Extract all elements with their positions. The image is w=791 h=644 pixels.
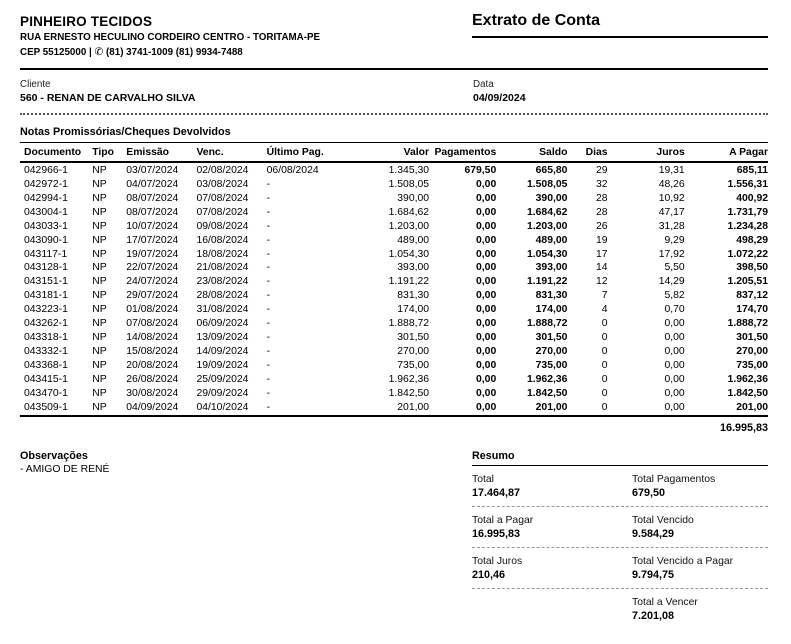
cell-ultimo_pag: - xyxy=(266,360,271,372)
cell-documento: 043151-1 xyxy=(24,276,68,288)
resumo-label: Total Vencido xyxy=(632,514,694,526)
column-header-a_pagar: A Pagar xyxy=(685,143,768,162)
company-phone-line xyxy=(20,46,768,58)
resumo-label: Total Juros xyxy=(472,555,523,567)
cell-a_pagar: 837,12 xyxy=(736,290,768,302)
cell-juros: 9,29 xyxy=(664,234,685,246)
resumo-label: Total Vencido a Pagar xyxy=(632,555,734,567)
table-row xyxy=(20,205,768,219)
cell-valor: 1.345,30 xyxy=(388,164,430,176)
cell-ultimo_pag: - xyxy=(266,178,271,190)
cell-saldo: 201,00 xyxy=(535,402,568,414)
table-row xyxy=(20,387,768,401)
cell-venc: 03/08/2024 xyxy=(196,178,249,190)
cell-documento: 043509-1 xyxy=(24,402,68,414)
cell-valor: 1.508,05 xyxy=(388,178,430,190)
table-row xyxy=(20,359,768,373)
cell-pagamentos: 0,00 xyxy=(476,346,497,358)
cell-emissao: 22/07/2024 xyxy=(126,262,179,274)
table-row xyxy=(20,247,768,261)
observacoes-title: Observações xyxy=(20,449,88,462)
cell-saldo: 1.684,62 xyxy=(526,206,568,218)
cell-documento: 043128-1 xyxy=(24,262,68,274)
cell-pagamentos: 0,00 xyxy=(476,374,497,386)
column-header-venc: Venc. xyxy=(196,143,266,162)
cell-venc: 18/08/2024 xyxy=(196,248,249,260)
cell-tipo: NP xyxy=(92,360,107,372)
notes-table xyxy=(20,143,768,417)
cell-dias: 0 xyxy=(601,318,608,330)
cell-ultimo_pag: - xyxy=(266,276,271,288)
table-header xyxy=(20,143,768,162)
page-title: Extrato de Conta xyxy=(472,12,768,38)
cell-ultimo_pag: - xyxy=(266,290,271,302)
cell-venc: 09/08/2024 xyxy=(196,220,249,232)
cell-emissao: 17/07/2024 xyxy=(126,234,179,246)
company-cep: CEP 55125000 | xyxy=(20,47,92,58)
cell-saldo: 665,80 xyxy=(535,164,568,176)
table-row xyxy=(20,303,768,317)
cell-tipo: NP xyxy=(92,276,107,288)
column-header-emissao: Emissão xyxy=(126,143,196,162)
resumo-cell-total xyxy=(472,474,632,499)
resumo-value: 679,50 xyxy=(632,486,666,499)
table-header-row xyxy=(20,143,768,162)
cell-a_pagar: 1.842,50 xyxy=(727,388,768,400)
cell-juros: 0,00 xyxy=(664,360,685,372)
table-row xyxy=(20,289,768,303)
table-row xyxy=(20,317,768,331)
cell-valor: 390,00 xyxy=(397,192,430,204)
cell-dias: 32 xyxy=(595,178,608,190)
cell-venc: 06/09/2024 xyxy=(196,318,249,330)
cell-tipo: NP xyxy=(92,248,107,260)
cell-ultimo_pag: - xyxy=(266,388,271,400)
cell-ultimo_pag: - xyxy=(266,220,271,232)
cell-tipo: NP xyxy=(92,290,107,302)
cell-ultimo_pag: - xyxy=(266,234,271,246)
cell-a_pagar: 301,50 xyxy=(736,332,768,344)
date-label: Data xyxy=(473,79,494,90)
cell-juros: 17,92 xyxy=(658,248,685,260)
cell-juros: 0,70 xyxy=(664,304,685,316)
cell-pagamentos: 0,00 xyxy=(476,304,497,316)
table-row xyxy=(20,219,768,233)
table-row xyxy=(20,233,768,247)
resumo-block xyxy=(472,450,768,629)
cell-valor: 393,00 xyxy=(397,262,430,274)
resumo-title: Resumo xyxy=(472,450,768,466)
resumo-cell-total-a-pagar xyxy=(472,515,632,540)
resumo-value: 7.201,08 xyxy=(632,609,675,622)
cell-dias: 17 xyxy=(595,248,608,260)
cell-venc: 19/09/2024 xyxy=(196,360,249,372)
resumo-value: 210,46 xyxy=(472,568,506,581)
resumo-row xyxy=(472,548,768,589)
cell-tipo: NP xyxy=(92,178,107,190)
cell-emissao: 07/08/2024 xyxy=(126,318,179,330)
resumo-row xyxy=(472,507,768,548)
cell-a_pagar: 1.234,28 xyxy=(727,220,768,232)
resumo-value: 17.464,87 xyxy=(472,486,521,499)
cell-a_pagar: 735,00 xyxy=(736,360,768,372)
cell-saldo: 174,00 xyxy=(535,304,568,316)
cell-tipo: NP xyxy=(92,220,107,232)
cell-documento: 043415-1 xyxy=(24,374,68,386)
cell-juros: 47,17 xyxy=(658,206,685,218)
company-address: RUA ERNESTO HECULINO CORDEIRO CENTRO - TORITAMA-PE xyxy=(20,32,321,43)
cell-valor: 1.888,72 xyxy=(388,318,430,330)
client-block xyxy=(20,79,473,104)
cell-juros: 48,26 xyxy=(658,178,685,190)
bottom-section xyxy=(20,450,768,629)
cell-venc: 23/08/2024 xyxy=(196,276,249,288)
cell-emissao: 08/07/2024 xyxy=(126,192,179,204)
cell-emissao: 24/07/2024 xyxy=(126,276,179,288)
cell-juros: 5,82 xyxy=(664,290,685,302)
client-date-row xyxy=(20,70,768,104)
cell-saldo: 1.203,00 xyxy=(526,220,568,232)
resumo-label: Total xyxy=(472,473,494,485)
cell-documento: 043223-1 xyxy=(24,304,68,316)
cell-venc: 25/09/2024 xyxy=(196,374,249,386)
cell-valor: 735,00 xyxy=(397,360,430,372)
resumo-value: 9.794,75 xyxy=(632,568,675,581)
cell-dias: 12 xyxy=(595,276,608,288)
table-row xyxy=(20,261,768,275)
section-title: Notas Promissórias/Cheques Devolvidos xyxy=(20,126,768,143)
cell-saldo: 735,00 xyxy=(535,360,568,372)
cell-emissao: 10/07/2024 xyxy=(126,220,179,232)
cell-pagamentos: 0,00 xyxy=(476,318,497,330)
cell-juros: 14,29 xyxy=(658,276,685,288)
cell-dias: 28 xyxy=(595,206,608,218)
cell-a_pagar: 498,29 xyxy=(736,234,768,246)
resumo-cell-total-a-vencer xyxy=(632,597,768,622)
cell-documento: 043004-1 xyxy=(24,206,68,218)
cell-emissao: 26/08/2024 xyxy=(126,374,179,386)
cell-valor: 201,00 xyxy=(397,402,430,414)
cell-pagamentos: 0,00 xyxy=(476,220,497,232)
cell-documento: 042994-1 xyxy=(24,192,68,204)
cell-ultimo_pag: - xyxy=(266,374,271,386)
resumo-label: Total Pagamentos xyxy=(632,473,716,485)
cell-tipo: NP xyxy=(92,304,107,316)
cell-a_pagar: 270,00 xyxy=(736,346,768,358)
cell-documento: 043117-1 xyxy=(24,248,68,260)
cell-valor: 1.684,62 xyxy=(388,206,430,218)
cell-a_pagar: 685,11 xyxy=(736,164,768,176)
resumo-cell-total-vencido-a-pagar xyxy=(632,556,768,581)
cell-saldo: 489,00 xyxy=(535,234,568,246)
cell-juros: 31,28 xyxy=(658,220,685,232)
cell-documento: 043332-1 xyxy=(24,346,68,358)
cell-documento: 042972-1 xyxy=(24,178,68,190)
cell-emissao: 30/08/2024 xyxy=(126,388,179,400)
cell-a_pagar: 1.072,22 xyxy=(727,248,768,260)
phone-icon: ✆ xyxy=(94,46,104,58)
company-name: PINHEIRO TECIDOS xyxy=(20,14,153,29)
cell-ultimo_pag: - xyxy=(266,304,271,316)
cell-juros: 0,00 xyxy=(664,402,685,414)
cell-venc: 31/08/2024 xyxy=(196,304,249,316)
cell-tipo: NP xyxy=(92,346,107,358)
cell-emissao: 01/08/2024 xyxy=(126,304,179,316)
cell-valor: 174,00 xyxy=(397,304,430,316)
cell-valor: 1.842,50 xyxy=(388,388,430,400)
cell-tipo: NP xyxy=(92,332,107,344)
cell-saldo: 390,00 xyxy=(535,192,568,204)
cell-emissao: 04/07/2024 xyxy=(126,178,179,190)
cell-dias: 7 xyxy=(601,290,608,302)
resumo-row xyxy=(472,589,768,629)
cell-pagamentos: 0,00 xyxy=(476,360,497,372)
cell-dias: 4 xyxy=(601,304,608,316)
cell-dias: 28 xyxy=(595,192,608,204)
table-row xyxy=(20,191,768,205)
cell-a_pagar: 174,70 xyxy=(736,304,768,316)
cell-pagamentos: 0,00 xyxy=(476,402,497,414)
cell-emissao: 08/07/2024 xyxy=(126,206,179,218)
column-header-documento: Documento xyxy=(20,143,92,162)
cell-pagamentos: 0,00 xyxy=(476,388,497,400)
column-header-dias: Dias xyxy=(567,143,607,162)
cell-ultimo_pag: - xyxy=(266,192,271,204)
observacoes-text: - AMIGO DE RENÉ xyxy=(20,463,110,475)
cell-valor: 270,00 xyxy=(397,346,430,358)
cell-valor: 301,50 xyxy=(397,332,430,344)
resumo-value: 9.584,29 xyxy=(632,527,675,540)
column-header-ultimo_pag: Último Pag. xyxy=(267,143,353,162)
cell-venc: 07/08/2024 xyxy=(196,192,249,204)
cell-emissao: 04/09/2024 xyxy=(126,402,179,414)
resumo-cell-empty xyxy=(472,597,632,622)
cell-juros: 0,00 xyxy=(664,346,685,358)
cell-venc: 07/08/2024 xyxy=(196,206,249,218)
cell-emissao: 15/08/2024 xyxy=(126,346,179,358)
cell-venc: 14/09/2024 xyxy=(196,346,249,358)
cell-juros: 0,00 xyxy=(664,388,685,400)
cell-a_pagar: 1.962,36 xyxy=(727,374,768,386)
cell-pagamentos: 0,00 xyxy=(476,192,497,204)
cell-ultimo_pag: - xyxy=(266,346,271,358)
cell-saldo: 270,00 xyxy=(535,346,568,358)
cell-dias: 0 xyxy=(601,346,608,358)
resumo-label: Total a Pagar xyxy=(472,514,534,526)
cell-ultimo_pag: - xyxy=(266,318,271,330)
cell-juros: 5,50 xyxy=(664,262,685,274)
company-phones: (81) 3741-1009 (81) 9934-7488 xyxy=(106,47,243,58)
table-row xyxy=(20,345,768,359)
column-header-pagamentos: Pagamentos xyxy=(429,143,496,162)
cell-dias: 0 xyxy=(601,360,608,372)
column-header-tipo: Tipo xyxy=(92,143,126,162)
resumo-cell-total-pagamentos xyxy=(632,474,768,499)
cell-juros: 19,31 xyxy=(658,164,685,176)
cell-a_pagar: 1.888,72 xyxy=(727,318,768,330)
cell-venc: 04/10/2024 xyxy=(196,402,249,414)
cell-documento: 043181-1 xyxy=(24,290,68,302)
column-header-valor: Valor xyxy=(353,143,429,162)
cell-saldo: 1.508,05 xyxy=(526,178,568,190)
cell-pagamentos: 0,00 xyxy=(476,248,497,260)
date-block xyxy=(473,79,768,104)
cell-emissao: 29/07/2024 xyxy=(126,290,179,302)
cell-ultimo_pag: - xyxy=(266,402,271,414)
cell-pagamentos: 0,00 xyxy=(476,234,497,246)
table-body xyxy=(20,162,768,416)
date-value: 04/09/2024 xyxy=(473,92,526,104)
cell-tipo: NP xyxy=(92,402,107,414)
cell-pagamentos: 0,00 xyxy=(476,178,497,190)
cell-saldo: 1.888,72 xyxy=(526,318,568,330)
cell-valor: 489,00 xyxy=(397,234,430,246)
cell-emissao: 14/08/2024 xyxy=(126,332,179,344)
cell-juros: 0,00 xyxy=(664,374,685,386)
cell-saldo: 831,30 xyxy=(535,290,568,302)
table-row xyxy=(20,401,768,416)
cell-saldo: 1.191,22 xyxy=(526,276,568,288)
cell-a_pagar: 398,50 xyxy=(736,262,768,274)
cell-venc: 13/09/2024 xyxy=(196,332,249,344)
resumo-cell-total-vencido xyxy=(632,515,768,540)
cell-ultimo_pag: - xyxy=(266,248,271,260)
cell-dias: 26 xyxy=(595,220,608,232)
cell-dias: 14 xyxy=(595,262,608,274)
cell-tipo: NP xyxy=(92,206,107,218)
cell-dias: 19 xyxy=(595,234,608,246)
resumo-label: Total a Vencer xyxy=(632,596,698,608)
cell-a_pagar: 400,92 xyxy=(736,192,768,204)
observacoes-block xyxy=(20,450,472,629)
cell-dias: 0 xyxy=(601,388,608,400)
page-header xyxy=(20,8,768,70)
cell-venc: 16/08/2024 xyxy=(196,234,249,246)
cell-pagamentos: 0,00 xyxy=(476,332,497,344)
cell-emissao: 03/07/2024 xyxy=(126,164,179,176)
table-row xyxy=(20,177,768,191)
cell-valor: 831,30 xyxy=(397,290,430,302)
cell-pagamentos: 0,00 xyxy=(476,276,497,288)
cell-dias: 0 xyxy=(601,374,608,386)
cell-documento: 043368-1 xyxy=(24,360,68,372)
cell-valor: 1.054,30 xyxy=(388,248,430,260)
cell-pagamentos: 679,50 xyxy=(464,164,497,176)
cell-documento: 043470-1 xyxy=(24,388,68,400)
cell-pagamentos: 0,00 xyxy=(476,290,497,302)
cell-saldo: 1.842,50 xyxy=(526,388,568,400)
table-row xyxy=(20,331,768,345)
cell-venc: 28/08/2024 xyxy=(196,290,249,302)
cell-juros: 0,00 xyxy=(664,332,685,344)
cell-tipo: NP xyxy=(92,374,107,386)
resumo-cell-total-juros xyxy=(472,556,632,581)
client-label: Cliente xyxy=(20,79,51,90)
table-row xyxy=(20,162,768,177)
cell-venc: 29/09/2024 xyxy=(196,388,249,400)
cell-a_pagar: 1.556,31 xyxy=(727,178,768,190)
cell-a_pagar: 1.731,79 xyxy=(727,206,768,218)
cell-documento: 042966-1 xyxy=(24,164,68,176)
cell-venc: 02/08/2024 xyxy=(196,164,249,176)
cell-venc: 21/08/2024 xyxy=(196,262,249,274)
table-row xyxy=(20,275,768,289)
cell-tipo: NP xyxy=(92,192,107,204)
cell-a_pagar: 201,00 xyxy=(736,402,768,414)
column-header-saldo: Saldo xyxy=(496,143,567,162)
cell-emissao: 20/08/2024 xyxy=(126,360,179,372)
cell-valor: 1.203,00 xyxy=(388,220,430,232)
cell-documento: 043090-1 xyxy=(24,234,68,246)
cell-ultimo_pag: 06/08/2024 xyxy=(266,164,319,176)
cell-ultimo_pag: - xyxy=(266,206,271,218)
cell-ultimo_pag: - xyxy=(266,262,271,274)
client-value: 560 - RENAN DE CARVALHO SILVA xyxy=(20,92,196,104)
cell-tipo: NP xyxy=(92,318,107,330)
cell-valor: 1.191,22 xyxy=(388,276,430,288)
cell-juros: 10,92 xyxy=(658,192,685,204)
table-grand-total: 16.995,83 xyxy=(719,421,768,434)
cell-saldo: 301,50 xyxy=(535,332,568,344)
cell-documento: 043033-1 xyxy=(24,220,68,232)
cell-dias: 0 xyxy=(601,332,608,344)
table-row xyxy=(20,373,768,387)
cell-saldo: 1.054,30 xyxy=(526,248,568,260)
cell-documento: 043318-1 xyxy=(24,332,68,344)
cell-tipo: NP xyxy=(92,388,107,400)
cell-pagamentos: 0,00 xyxy=(476,262,497,274)
cell-tipo: NP xyxy=(92,234,107,246)
dotted-separator xyxy=(20,113,768,115)
cell-juros: 0,00 xyxy=(664,318,685,330)
cell-saldo: 393,00 xyxy=(535,262,568,274)
cell-documento: 043262-1 xyxy=(24,318,68,330)
cell-dias: 29 xyxy=(595,164,608,176)
cell-saldo: 1.962,36 xyxy=(526,374,568,386)
cell-dias: 0 xyxy=(601,402,608,414)
cell-ultimo_pag: - xyxy=(266,332,271,344)
cell-valor: 1.962,36 xyxy=(388,374,430,386)
resumo-row xyxy=(472,466,768,507)
cell-tipo: NP xyxy=(92,262,107,274)
cell-a_pagar: 1.205,51 xyxy=(727,276,768,288)
cell-emissao: 19/07/2024 xyxy=(126,248,179,260)
resumo-value: 16.995,83 xyxy=(472,527,521,540)
column-header-juros: Juros xyxy=(608,143,685,162)
cell-pagamentos: 0,00 xyxy=(476,206,497,218)
cell-tipo: NP xyxy=(92,164,107,176)
